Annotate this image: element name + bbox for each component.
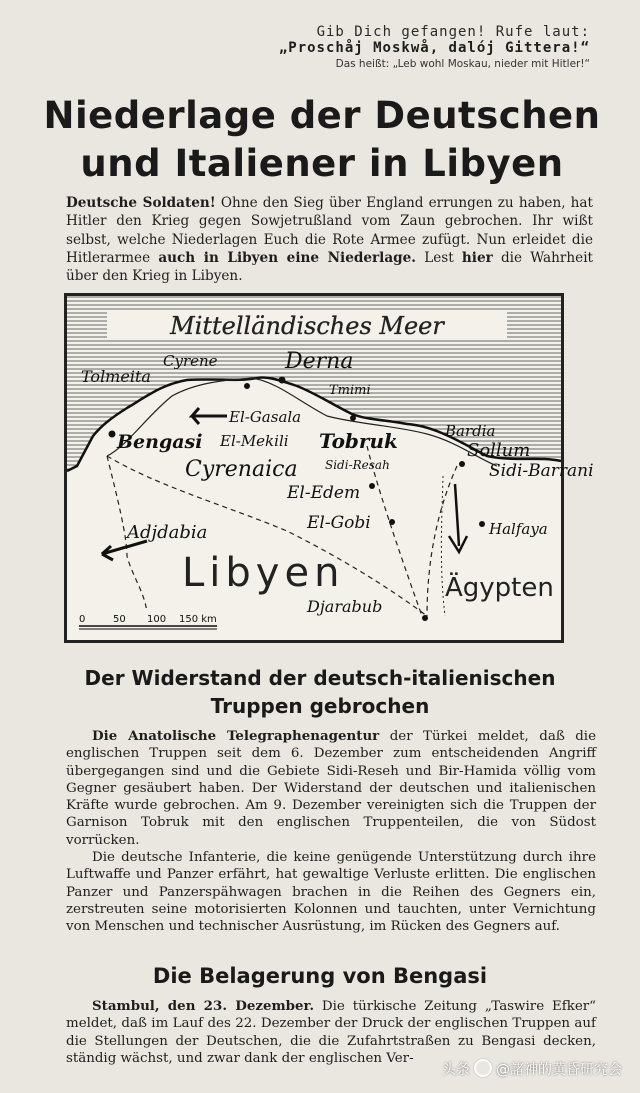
label-bengasi: Bengasi [117, 431, 203, 453]
watermark [442, 1059, 622, 1079]
slogan-line-2: „Proschåj Moskwå, dalój Gittera!“ [278, 40, 590, 56]
intro-text-2: Lest [416, 249, 462, 266]
dot-djarabub [422, 615, 428, 621]
dot-halfaya [479, 521, 485, 527]
libya-map [64, 293, 594, 643]
dot-el-edem [369, 483, 375, 489]
label-el-mekili: El-Mekili [220, 432, 289, 450]
intro-bold-1: auch in Libyen eine Niederlage. [158, 249, 417, 266]
label-bardia: Bardia [445, 422, 496, 440]
dot-el-gobi [389, 519, 395, 525]
intro-bold-2: hier [461, 249, 493, 266]
section-2-lead: Stambul, den 23. Dezember. [92, 998, 315, 1014]
label-cyrenaica: Cyrenaica [185, 457, 298, 482]
watermark-logo-icon [474, 1059, 492, 1077]
advance-arrow [449, 484, 467, 552]
watermark-handle: @諸神的黄昏研究会 [496, 1062, 622, 1078]
intro-text-3: die Wahrheit über den Krieg in Libyen. [66, 249, 594, 285]
section-1-paragraph-2: Die deutsche Infanterie, die keine genügende Unterstützung durch ihre Luftwaffe und Panzer erfährt, hat gewaltige Verluste erlitten. Die englischen Panzer und Panzerspähwagen brachen in die Reihen des Gegners ein, zerstreuten seine motorisierten Kolonnen und tauchten, unter Vernichtung von Menschen und technischer Ausrüstung, im Rücken des Gegners auf. [66, 850, 596, 935]
label-cyrene: Cyrene [163, 352, 218, 370]
dot-cyrene [244, 383, 250, 389]
label-sollum: Sollum [467, 440, 531, 461]
dot-sollum [459, 461, 465, 467]
sea-label: Mittelländisches Meer [170, 312, 444, 340]
label-sidi-barrani: Sidi-Barrani [489, 461, 594, 481]
dot-derna [279, 377, 286, 384]
label-djarabub: Djarabub [307, 597, 383, 616]
label-tobruk: Tobruk [319, 429, 398, 453]
watermark-prefix: 头条 [442, 1062, 470, 1078]
section-2-text: Die türkische Zeitung „Taswire Efker“ meldet, daß im Lauf des 22. Dezember der Druck der englischen Truppen auf die Stellungen der Deutschen, die die Zufahrtstraßen zu Bengasi decken, ständig wächst, und zwar dank der englischen Ver- [66, 999, 596, 1066]
scale-100: 100 [147, 614, 167, 625]
scale-50: 50 [113, 614, 126, 625]
scale-0: 0 [79, 614, 86, 625]
label-el-gasala: El-Gasala [229, 408, 302, 426]
scale-150: 150 km [179, 614, 217, 625]
section-1-paragraph-1 [66, 728, 596, 849]
label-adjdabia: Adjdabia [127, 522, 208, 543]
slogan-line-1: Gib Dich gefangen! Rufe laut: [316, 24, 590, 40]
label-el-edem: El-Edem [287, 483, 361, 503]
dot-bengasi [109, 431, 116, 438]
label-tmimi: Tmimi [329, 383, 371, 398]
scale-bar [75, 608, 225, 630]
section-1-text: der Türkei meldet, daß die englischen Truppen seit dem 6. Dezember zum entscheidenden Angriff übergegangen sind und die Gebiete Sidi-Reseh und Bir-Hamida völlig vom Gegner gesäubert haben. Der Widerstand der deutschen und italienischen Kräfte wurde gebrochen. Am 9. Dezember vereinigten sich die Truppen der Garnison Tobruk mit den englischen Truppenteilen, die von Südost vorrücken. [66, 729, 596, 848]
section-2-title: Die Belagerung von Bengasi [152, 964, 488, 988]
section-1-title-line-2: Truppen gebrochen [210, 694, 430, 718]
slogan-line-3: Das heißt: „Leb wohl Moskau, nieder mit Hitler!“ [335, 58, 590, 70]
surrender-slogan [230, 24, 590, 72]
label-sidi-resah: Sidi-Resah [325, 458, 390, 472]
headline-line-1: Niederlage der Deutschen [43, 94, 601, 137]
section-1-title [40, 664, 600, 720]
label-el-gobi: El-Gobi [307, 513, 371, 533]
section-1-lead: Die Anatolische Telegraphenagentur [92, 728, 380, 744]
section-2-paragraph-1 [66, 998, 596, 1067]
section-2-body [66, 998, 596, 1067]
label-derna: Derna [285, 349, 354, 374]
retreat-arrow-south [102, 541, 147, 560]
label-halfaya: Halfaya [489, 520, 548, 538]
label-tolmeita: Tolmeita [81, 367, 151, 386]
headline-line-2: und Italiener in Libyen [80, 142, 564, 185]
label-libyen: Libyen [182, 550, 345, 596]
intro-lead: Deutsche Soldaten! [66, 195, 216, 211]
intro-text-1: Ohne den Sieg über England errungen zu haben, hat Hitler den Krieg gegen Sowjetrußland vom Zaun gebrochen. Ihr wißt selbst, welche Niederlagen Euch die Rote Armee zufügt. Nun erleidet die Hitlerarmee [66, 195, 593, 266]
dot-tobruk [350, 415, 356, 421]
retreat-arrow-west [192, 408, 227, 424]
section-1-title-line-1: Der Widerstand der deutsch-italienischen [84, 666, 556, 690]
label-aegypten: Ägypten [445, 573, 554, 603]
intro-paragraph [66, 194, 593, 285]
section-1-body [66, 728, 596, 936]
map-drawing [67, 296, 594, 640]
page-headline [34, 92, 610, 188]
